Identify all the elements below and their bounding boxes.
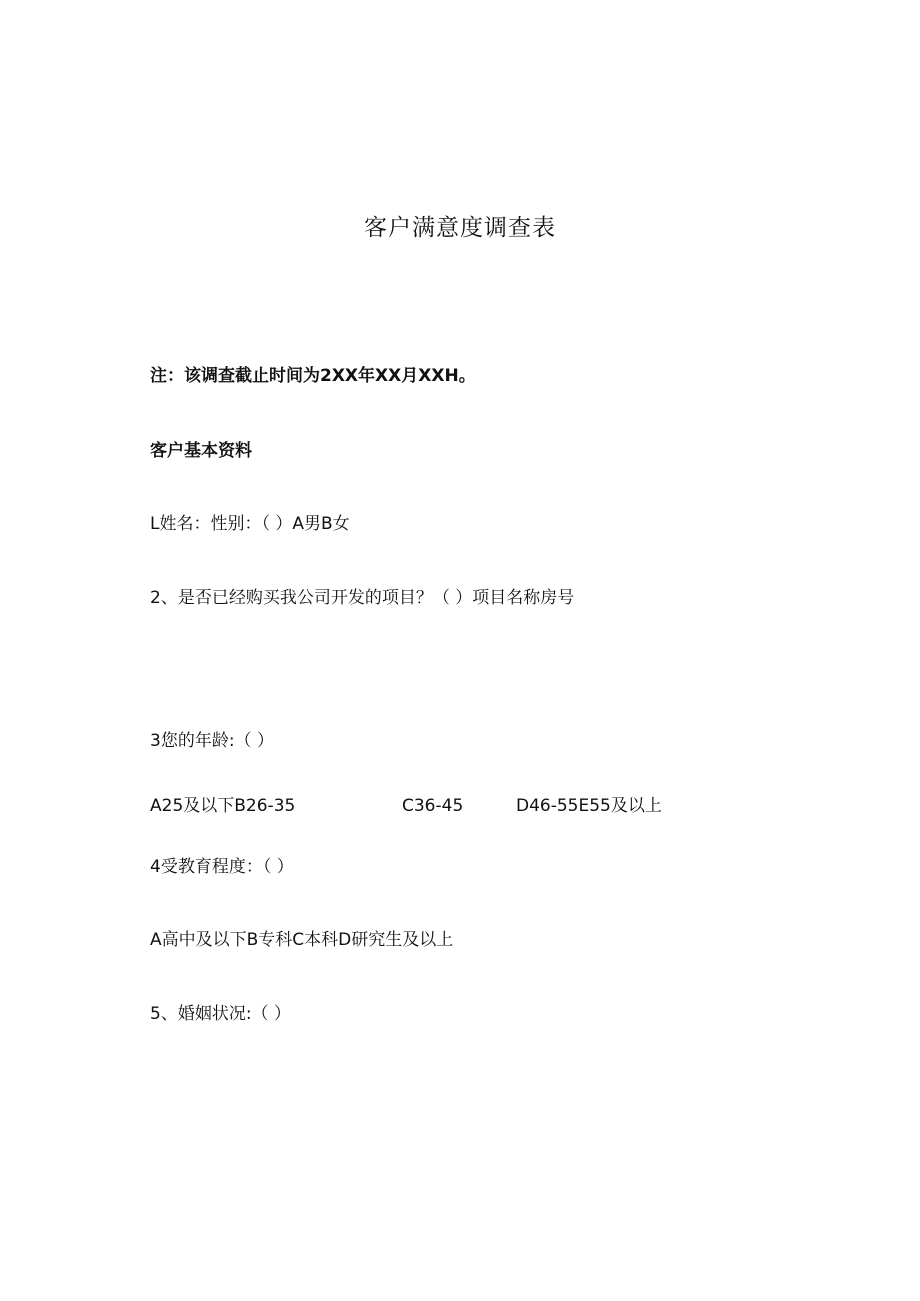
document-title: 客户满意度调查表 bbox=[364, 215, 556, 241]
question-4-education: 4受教育程度：（ ） bbox=[150, 857, 294, 877]
question-3-age: 3您的年龄:（ ） bbox=[150, 731, 274, 751]
age-option-a-b: A25及以下B26-35 bbox=[150, 796, 296, 816]
age-option-d-e: D46-55E55及以上 bbox=[516, 796, 662, 816]
section-heading: 客户基本资料 bbox=[150, 441, 252, 461]
question-3-options bbox=[150, 796, 850, 816]
age-option-c: C36-45 bbox=[402, 796, 464, 816]
question-4-options: A高中及以下B专科C本科D研究生及以上 bbox=[150, 930, 454, 950]
question-2-purchase: 2、是否已经购买我公司开发的项目？（ ）项目名称房号 bbox=[150, 588, 575, 608]
question-1-name-gender: L姓名：性别：（ ）A男B女 bbox=[150, 514, 350, 534]
question-5-marital-status: 5、婚姻状况:（ ） bbox=[150, 1004, 291, 1024]
survey-note: 注：该调查截止时间为2XX年XX月XXH。 bbox=[150, 366, 476, 386]
